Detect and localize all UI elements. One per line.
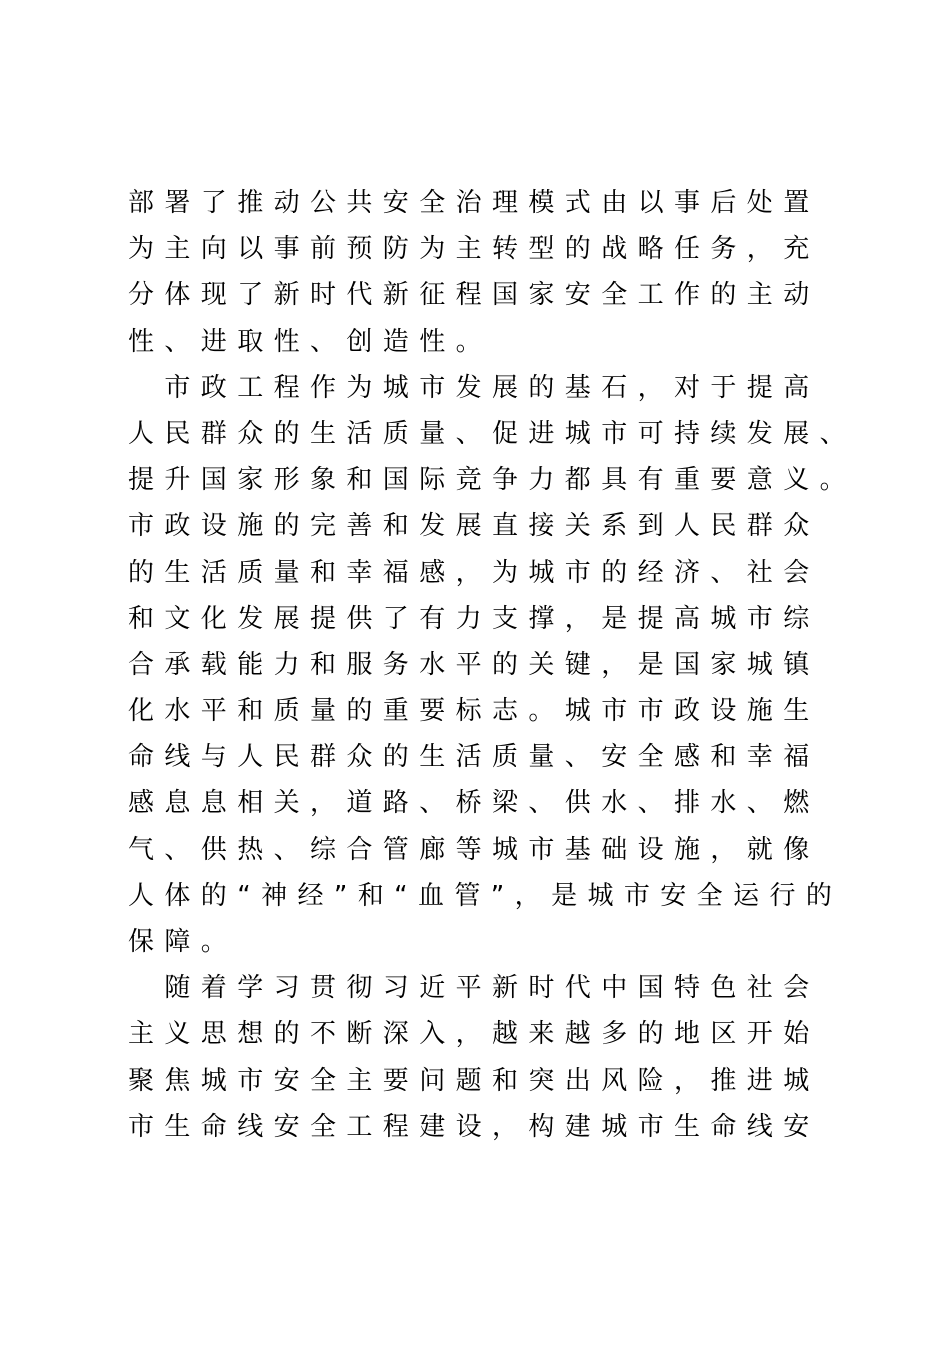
text-line: 气、供热、综合管廊等城市基础设施，就像 — [128, 834, 820, 865]
text-line: 感息息相关，道路、桥梁、供水、排水、燃 — [128, 788, 820, 819]
text-line: 的生活质量和幸福感，为城市的经济、社会 — [128, 557, 820, 588]
text-line: 市政设施的完善和发展直接关系到人民群众 — [128, 511, 820, 542]
text-line: 保障。 — [128, 927, 238, 957]
text-line: 合承载能力和服务水平的关键，是国家城镇 — [128, 649, 820, 680]
text-line: 分体现了新时代新征程国家安全工作的主动 — [128, 280, 820, 311]
text-line: 部署了推动公共安全治理模式由以事后处置 — [128, 188, 820, 218]
text-line: 化水平和质量的重要标志。城市市政设施生 — [128, 696, 820, 727]
text-line: 市生命线安全工程建设，构建城市生命线安 — [128, 1111, 820, 1142]
text-line: 命线与人民群众的生活质量、安全感和幸福 — [128, 742, 820, 773]
text-line: 和文化发展提供了有力支撑，是提高城市综 — [128, 603, 820, 634]
text-line: 人体的“神经”和“血管”，是城市安全运行的 — [128, 880, 843, 911]
text-line: 人民群众的生活质量、促进城市可持续发展、 — [128, 418, 857, 449]
text-line: 提升国家形象和国际竞争力都具有重要意义。 — [128, 465, 857, 496]
text-line: 主义思想的不断深入，越来越多的地区开始 — [128, 1019, 820, 1050]
paragraph-start-line: 市政工程作为城市发展的基石，对于提高 — [128, 372, 820, 403]
text-line: 性、进取性、创造性。 — [128, 326, 493, 357]
text-line: 为主向以事前预防为主转型的战略任务，充 — [128, 234, 820, 265]
text-line: 聚焦城市安全主要问题和突出风险，推进城 — [128, 1065, 820, 1096]
paragraph-start-line: 随着学习贯彻习近平新时代中国特色社会 — [128, 973, 820, 1004]
body-text — [128, 180, 888, 1150]
